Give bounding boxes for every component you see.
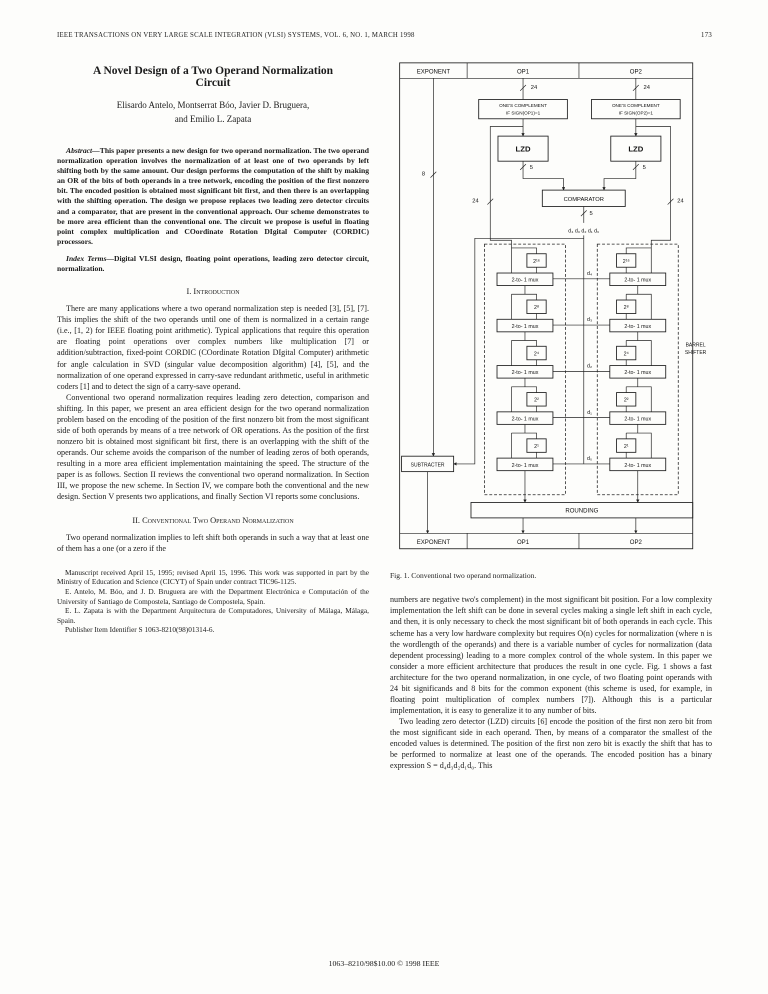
top-op1-label: OP1 [516,69,530,76]
control-bit-d2: d₂ [587,363,593,370]
exponent-wire [422,78,436,456]
bus-width-24: 24 [677,198,684,205]
svg-text:ONE'S COMPLEMENT: ONE'S COMPLEMENT [611,103,660,109]
shifter-stage [610,294,666,340]
svg-text:SHIFTER: SHIFTER [684,350,707,357]
shifter-stage [497,433,553,502]
shift-1-box-label: 2¹ [534,443,539,450]
authors-line-2: and Emilio L. Zapata [174,113,252,124]
right-column [390,59,712,772]
mux-label: 2-to- 1 mux [624,462,652,469]
bus-width-24: 24 [530,84,538,91]
running-header [57,32,712,39]
mux-label: 2-to- 1 mux [511,323,539,330]
rounding-block [471,502,693,533]
bus-width-5: 5 [589,211,593,218]
bus-width-5: 5 [529,164,534,171]
shift-2-box-label: 2² [534,397,539,404]
author-block [57,99,369,126]
top-exponent-label: EXPONENT [416,69,451,76]
bus-width-24: 24 [472,198,479,205]
shifter-stage [497,387,553,433]
svg-text:LZD: LZD [515,144,531,154]
comparator-block [520,161,646,234]
shift-control-bus [454,235,610,463]
svg-text:LZD: LZD [628,144,644,154]
svg-text:IF SIGN(OP2)=1: IF SIGN(OP2)=1 [618,110,653,116]
barrel-shifter-right-column [610,248,666,503]
abstract [57,146,369,247]
paragraph: numbers are negative two's complement) in the most significant bit position. For a low complexity implementation the left shift can be done in several cycles making a single left shift in each cycle, and then, it is only necessary to check the most significant bit of both operands in each cycle. This scheme has a very low hardware complexity but requires O(n) cycles for normalization (where n is the wordlength of the operands) and there is a variable number of cycles for normalization (data dependent processing) leading to a more complex control of the whole system. In this paper we consider a more efficient architecture that produces the result in one cycle. Fig. 1 shows a fast architecture for the two operand normalization, in one cycle, of two floating point operands with 24 bit significands and 8 bits for the common exponent (this scheme is used, for example, in floating point multiplication of complex numbers [7]). Although this is a particular implementation, it is easy to generalize it to any number of bits. [390,595,712,716]
footnote: Manuscript received April 15, 1995; revised April 15, 1996. This work was supported in part by the Ministry of Education and Science (CICYT) of Spain under contract TIC96-1125. [57,567,369,587]
shifter-stage [610,341,666,387]
article-title: A Novel Design of a Two Operand Normalization Circuit [92,65,334,89]
control-bit-d0: d₀ [586,456,593,463]
control-bit-d1: d₁ [587,409,592,416]
barrel-shifter-left-column [497,248,553,503]
page-number: 173 [701,32,712,39]
shifter-stage [497,248,553,294]
mux-label: 2-to- 1 mux [624,416,652,423]
shift-16-box-label: 2¹⁶ [533,258,540,265]
lzd-op2-block [611,119,661,161]
first-page-footnotes [57,568,369,635]
copyright-footer: 1063–8210/98$10.00 © 1998 IEEE [328,959,440,968]
mux-label: 2-to- 1 mux [624,277,652,284]
shift-2-box-label: 2² [623,397,629,404]
shifter-stage [610,387,666,433]
paragraph: Conventional two operand normalization requires leading zero detection, comparison and shifting. In this paper, we present an area efficient design for the two operand normalization problem based on the encoding of the position of the first nonzero bit from the most significant side of both operands by means of a tree network of OR operations. As the position of the first nonzero bit is obtained most significant bit first, there is an overlapping with the shift of the operands. Our scheme avoids the comparison of the number of leading zeros of both operands, resulting in a more area efficient implementation maintaining the speed. The structure of the paper is as follows. Section II reviews the conventional two operand normalization. In Section III, we propose the new scheme. In Section IV, we compare both the conventional and the new design. Section V presents two applications, and finally Section VI reports some conclusions. [57,392,369,502]
svg-text:IF SIGN(OP1)=1: IF SIGN(OP1)=1 [505,110,541,116]
shift-4-box-label: 2⁴ [533,351,540,358]
ones-complement-op2-block [591,99,680,118]
bottom-io-row [417,540,643,546]
index-terms-text: Digital VLSI design, floating point operations, leading zero detector circuit, normalization. [57,253,370,274]
control-bit-d3: d₃ [587,317,593,324]
bus-width-24: 24 [643,84,650,91]
shift-4-box-label: 2⁴ [623,351,629,358]
bottom-op1-label: OP1 [516,539,530,546]
barrel-shifter-label: BARREL [685,342,706,349]
figure-1 [390,59,712,580]
section-heading-introduction: I. Introduction [186,287,240,297]
mux-label: 2-to- 1 mux [511,416,539,423]
index-terms-label: Index Terms— [66,253,115,263]
shifter-stage [497,341,553,387]
paragraph: There are many applications where a two operand normalization step is needed [3], [5], [7]. This implies the shift of the two operands until one of them is normalized in a certain range (i.e., [1, 2) for IEEE floating point arithmetic). Typical applications that require this operation are floating point operations over complex numbers like multiplication [7] or addition/subtraction, fixed-point CORDIC (COordinate Rotation DIgital Computer) arithmetic for angle calculation in SVD (singular value decomposition algorithm) [4], [5], and the normalization of one operand expressed in carry-save redundant arithmetic, useful in arithmetic coders [1] and to detect the sign of a carry-save operand. [57,304,369,391]
mux-label: 2-to- 1 mux [511,370,539,377]
abstract-text: This paper presents a new design for two operand normalization. The two operand normalization operation involves the normalization of at least one of two operands by left shifting both by the same amount. Our design performs the computation of the shift by making an OR of the bits of both operands in a tree network, encoding the position of the first nonzero bit. The encoded position is obtained most significant bit first, and then there is an overlapping with the shifting operation. The design we propose replaces two leading zero detector circuits and a comparator, that are present in the conventional approach. Our scheme demonstrates to be more area efficient than the conventional one. The circuit we propose is useful in floating point complex multiplication and COordinate Rotation DIgital Computer (CORDIC) processors. [57,146,369,246]
paragraph: Two operand normalization implies to left shift both operands in such a way that at least one of them has a one (or a zero if the [57,532,369,553]
shifter-stage [497,294,553,340]
shifter-stage [610,433,666,502]
top-op2-label: OP2 [629,69,642,76]
normalization-circuit-diagram [390,59,712,560]
index-terms [57,254,369,274]
shift-8-box-label: 2⁸ [623,305,629,312]
journal-title: IEEE TRANSACTIONS ON VERY LARGE SCALE INTEGRATION (VLSI) SYSTEMS, VOL. 6, NO. 1, MARCH 1998 [57,32,415,39]
shifter-stage [610,248,666,294]
operand-input-wires [520,78,651,99]
shift-8-box-label: 2⁸ [533,305,540,312]
figure-caption: Fig. 1. Conventional two operand normalization. [390,571,537,581]
section-heading-conventional: II. Conventional Two Operand Normalization [132,515,294,525]
svg-text:COMPARATOR: COMPARATOR [563,197,604,204]
shift-1-box-label: 2¹ [623,443,629,450]
top-io-row [417,69,643,75]
left-column [57,59,369,772]
subtracter-block [402,456,454,533]
bottom-exponent-label: EXPONENT [416,539,451,546]
bus-width-5: 5 [642,164,646,171]
mux-label: 2-to- 1 mux [511,462,539,469]
control-bit-d4: d₄ [587,270,593,277]
mux-label: 2-to- 1 mux [511,277,539,284]
authors-line-1: Elisardo Antelo, Montserrat Bóo, Javier D. Bruguera, [116,100,310,110]
svg-text:ONE'S COMPLEMENT: ONE'S COMPLEMENT [499,103,547,109]
paragraph: Two leading zero detector (LZD) circuits [6] encode the position of the first non zero bit from the most significant side in each operand. Then, by means of a comparator the smallest of the encoded values is determined. The position of the first non zero bit is exactly the shift that has to be performed to normalize at least one of the operands. The encoded position has a binary expression S = d₄d₃d₂d₁d₀. This [390,717,712,771]
footnote: E. L. Zapata is with the Department Arquitectura de Computadores, University of Málaga, Málaga, Spain. [57,606,369,625]
svg-text:SUBTRACTER: SUBTRACTER [410,462,445,469]
footnote: E. Antelo, M. Bóo, and J. D. Bruguera are with the Department Electrónica e Computación of the University of Santiago de Compostela, Santiago de Compostela, Spain. [57,586,369,606]
abstract-label: Abstract— [66,146,100,155]
lzd-op1-block [498,119,548,161]
shift-16-box-label: 2¹⁶ [622,258,630,265]
svg-text:ROUNDING: ROUNDING [565,508,599,515]
ones-complement-op1-block [479,99,568,118]
footnote: Publisher Item Identifier S 1063-8210(98)01314-6. [65,625,215,635]
bus-width-8: 8 [421,171,426,178]
bottom-op2-label: OP2 [629,539,642,546]
mux-label: 2-to- 1 mux [624,323,652,330]
mux-label: 2-to- 1 mux [624,370,652,377]
shift-code-bits-label: d₄ d₃ d₂ d₁ d₀ [568,228,600,235]
two-column-layout [57,59,712,772]
